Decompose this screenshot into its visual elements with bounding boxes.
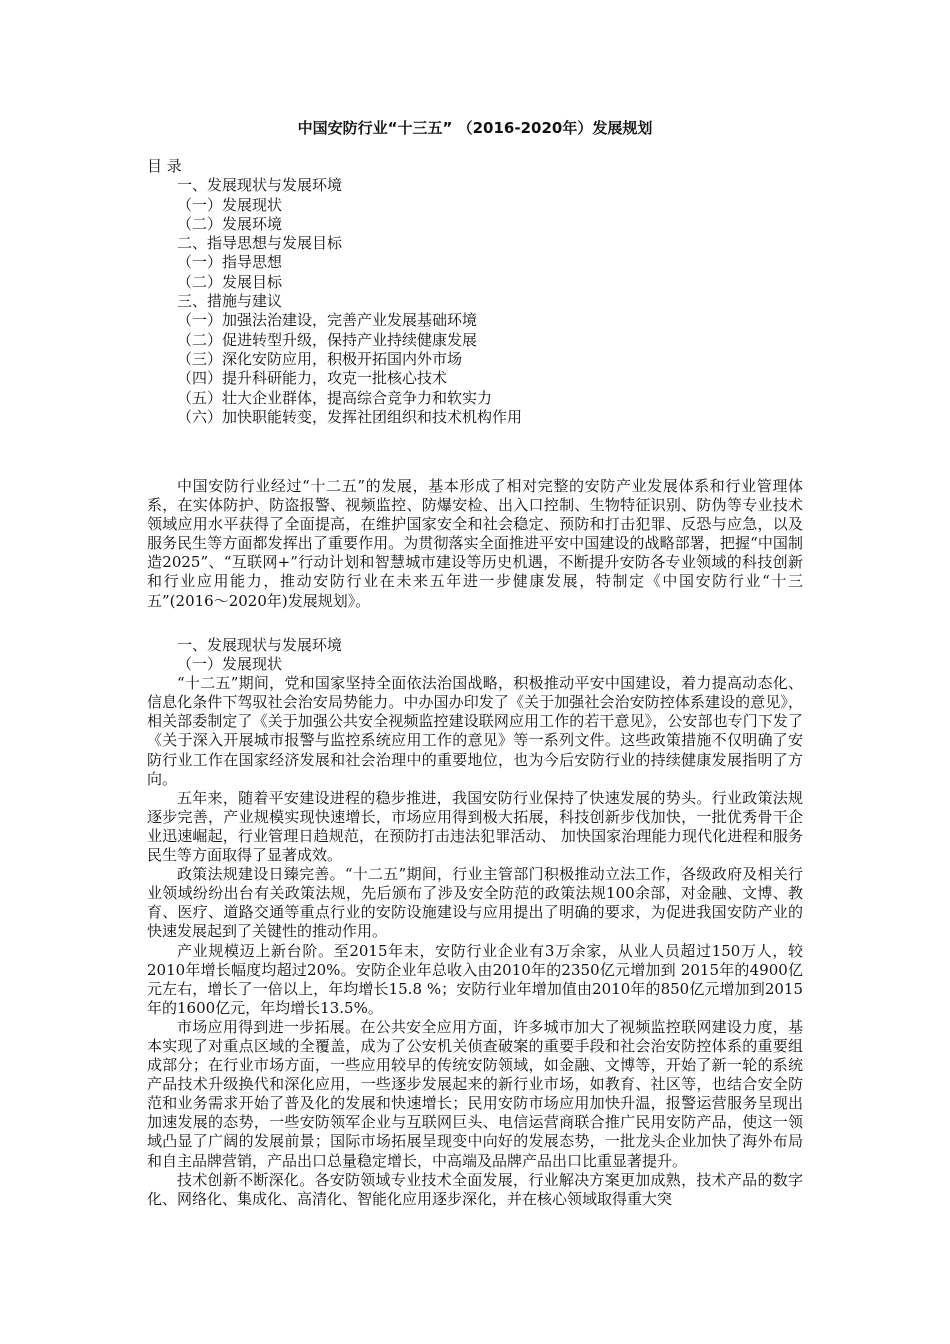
toc-item: （四）提升科研能力，攻克一批核心技术 <box>177 369 448 388</box>
document-title: 中国安防行业“十三五” （2016-2020年）发展规划 <box>297 119 653 137</box>
toc-item: （一）指导思想 <box>177 253 283 272</box>
toc-item: 二、指导思想与发展目标 <box>177 234 343 253</box>
toc-item: （六）加快职能转变，发挥社团组织和技术机构作用 <box>177 407 523 426</box>
intro-section <box>147 477 803 611</box>
body-paragraph: 产业规模迈上新台阶。至2015年末，安防行业企业有3万余家，从业人员超过150万人，较2010年增长幅度均超过20%。安防企业年总收入由2010年的2350亿元增加到 2015年的4900亿元左右，增长了一倍以上，年均增长15.8 %；安防行业年增加值由2010年的850亿元增加到2015年的1600亿元，年均增长13.5%。 <box>147 941 803 1017</box>
body-paragraph: 技术创新不断深化。各安防领域专业技术全面发展，行业解决方案更加成熟，技术产品的数字化、网络化、集成化、高清化、智能化应用逐步深化，并在核心领域取得重大突 <box>147 1170 803 1208</box>
toc-item: （一）发展现状 <box>177 195 283 214</box>
section-development-status <box>147 636 803 1209</box>
section-heading: 一、发展现状与发展环境 <box>177 636 343 654</box>
toc-item: 一、发展现状与发展环境 <box>177 176 343 195</box>
toc-item: 三、措施与建议 <box>177 292 283 311</box>
toc-item: （二）促进转型升级，保持产业持续健康发展 <box>177 330 478 349</box>
toc-item: （五）壮大企业群体，提高综合竞争力和软实力 <box>177 388 493 407</box>
toc-item: （一）加强法治建设，完善产业发展基础环境 <box>177 311 478 330</box>
table-of-contents <box>147 157 807 427</box>
body-paragraph: “十二五”期间，党和国家坚持全面依法治国战略，积极推动平安中国建设，着力提高动态化、信息化条件下驾驭社会治安局势能力。中办国办印发了《关于加强社会治安防控体系建设的意见》，相关部委制定了《关于加强公共安全视频监控建设联网应用工作的若干意见》，公安部也专门下发了《关于深入开展城市报警与监控系统应用工作的意见》等一系列文件。这些政策措施不仅明确了安防行业工作在国家经济发展和社会治理中的重要地位，也为今后安防行业的持续健康发展指明了方向。 <box>147 674 803 788</box>
subsection-heading: （一）发展现状 <box>177 655 283 674</box>
intro-paragraph: 中国安防行业经过“十二五”的发展，基本形成了相对完整的安防产业发展体系和行业管理体系，在实体防护、防盗报警、视频监控、防爆安检、出入口控制、生物特征识别、防伪等专业技术领域应用水平获得了全面提高，在维护国家安全和社会稳定、预防和打击犯罪、反恐与应急，以及服务民生等方面都发挥出了重要作用。为贯彻落实全面推进平安中国建设的战略部署，把握“中国制造2025”、“互联网+”行动计划和智慧城市建设等历史机遇，不断提升安防各专业领域的科技创新和行业应用能力，推动安防行业在未来五年进一步健康发展，特制定《中国安防行业“十三五”(2016～2020年)发展规划》。 <box>147 477 803 610</box>
toc-heading: 目 录 <box>147 157 182 175</box>
body-paragraph: 五年来，随着平安建设进程的稳步推进，我国安防行业保持了快速发展的势头。行业政策法规逐步完善，产业规模实现快速增长，市场应用得到极大拓展，科技创新步伐加快，一批优秀骨干企业迅速崛起，行业管理日趋规范，在预防打击违法犯罪活动、 加快国家治理能力现代化进程和服务民生等方面取得了显著成效。 <box>147 788 803 865</box>
body-paragraph: 政策法规建设日臻完善。“十二五”期间，行业主管部门积极推动立法工作，各级政府及相关行业领域纷纷出台有关政策法规，先后颁布了涉及安全防范的政策法规100余部，对金融、文博、教育、医疗、道路交通等重点行业的安防设施建设与应用提出了明确的要求，为促进我国安防产业的快速发展起到了关键性的推动作用。 <box>147 865 803 941</box>
toc-item: （三）深化安防应用，积极开拓国内外市场 <box>177 349 463 368</box>
toc-item: （二）发展环境 <box>177 214 283 233</box>
body-paragraph: 市场应用得到进一步拓展。在公共安全应用方面，许多城市加大了视频监控联网建设力度，基本实现了对重点区域的全覆盖，成为了公安机关侦查破案的重要手段和社会治安防控体系的重要组成部分；在行业市场方面，一些应用较早的传统安防领域，如金融、文博等，开始了新一轮的系统产品技术升级换代和深化应用，一些逐步发展起来的新行业市场，如教育、社区等，也结合安全防范和业务需求开始了普及化的发展和快速增长；民用安防市场应用加快升温，报警运营服务呈现出加速发展的态势，一些安防领军企业与互联网巨头、电信运营商联合推广民用安防产品，使这一领域凸显了广阔的发展前景；国际市场拓展呈现变中向好的发展态势，一批龙头企业加快了海外布局和自主品牌营销，产品出口总量稳定增长，中高端及品牌产品出口比重显著提升。 <box>147 1017 803 1170</box>
toc-item: （二）发展目标 <box>177 272 283 291</box>
